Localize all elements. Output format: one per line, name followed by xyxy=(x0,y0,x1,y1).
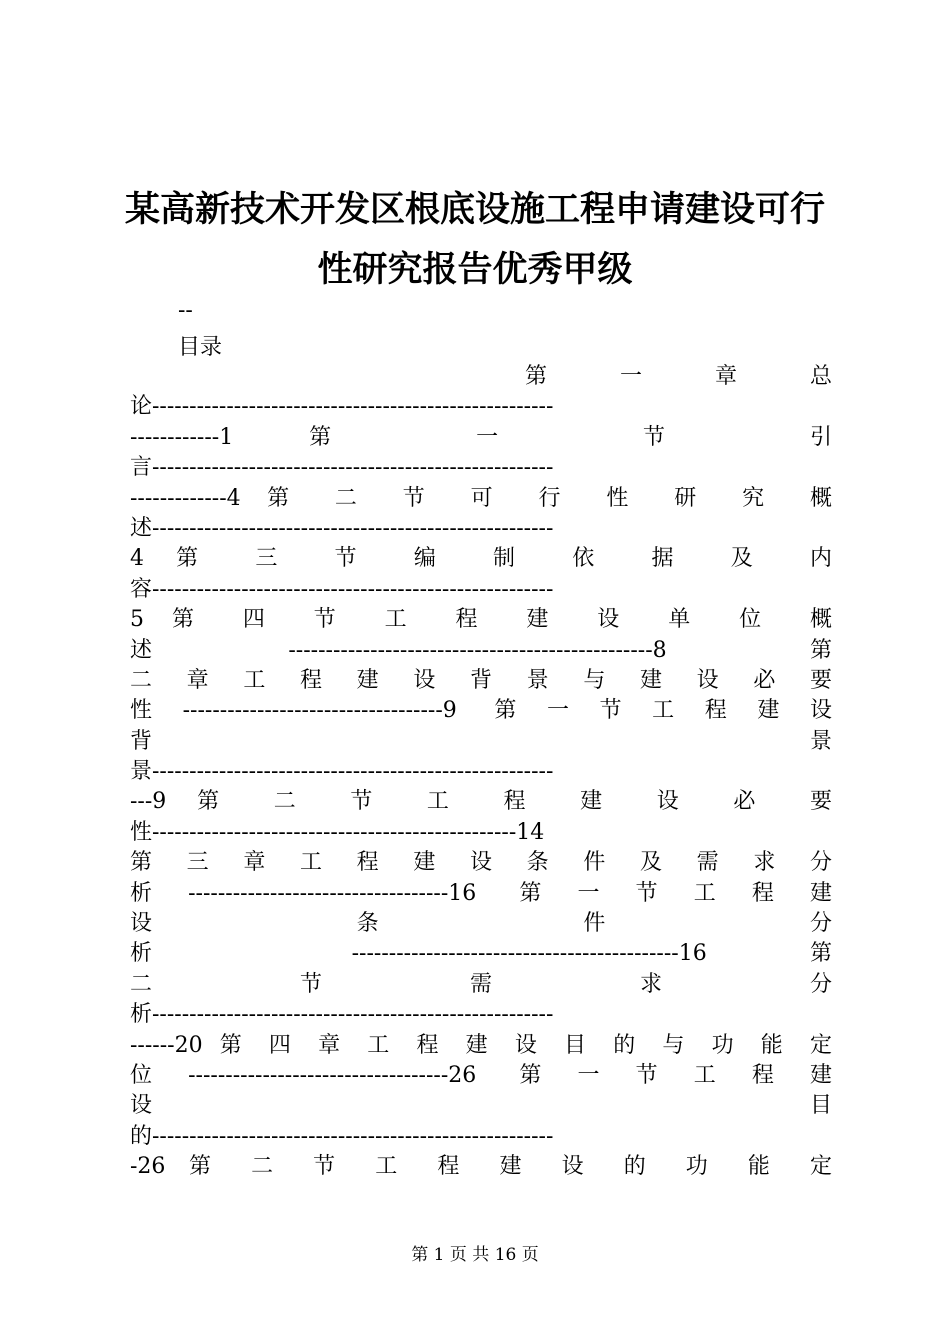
toc-line: ------20 第 四 章 工 程 建 设 目 的 与 功 能 定 xyxy=(130,1032,832,1058)
toc-line: 析------------------------------------------------------ xyxy=(130,1002,554,1028)
toc-line: 析-----------------------------------16 第一节工程建 xyxy=(130,880,832,906)
toc-line: 第 三 章 工 程 建 设 条 件 及 需 求 分 xyxy=(130,850,832,876)
toc-line: 述-------------------------------------------------8 第 xyxy=(130,637,832,663)
toc-line: 容------------------------------------------------------ xyxy=(130,576,554,602)
toc-line: 的------------------------------------------------------ xyxy=(130,1123,554,1149)
toc-line: 位-----------------------------------26 第一节工程建 xyxy=(130,1062,832,1088)
toc-heading: 目录 xyxy=(178,335,223,360)
page-footer: 第 1 页 共 16 页 xyxy=(411,1245,539,1265)
title-line-2: 性研究报告优秀甲级 xyxy=(317,249,633,290)
toc-line: 述------------------------------------------------------ xyxy=(130,515,554,541)
toc-line: 论------------------------------------------------------ xyxy=(130,394,554,420)
toc-line: 5 第 四 节 工 程 建 设 单 位 概 xyxy=(130,607,832,633)
toc-line: 第 一 章 总 xyxy=(525,364,832,389)
toc-line: 性-----------------------------------9 第一节工程建设 xyxy=(130,698,832,724)
toc-line: 二 节 需 求 分 xyxy=(130,971,832,997)
table-of-contents xyxy=(130,362,832,1183)
document-title xyxy=(0,180,950,300)
toc-line: 言------------------------------------------------------ xyxy=(130,455,554,481)
dash-mark: -- xyxy=(178,298,193,323)
toc-line: -26 第 二 节 工 程 建 设 的 功 能 定 xyxy=(130,1154,832,1180)
toc-line: -------------4 第 二 节 可 行 性 研 究 概 xyxy=(130,485,832,511)
toc-line: ---9 第 二 节 工 程 建 设 必 要 xyxy=(130,789,832,815)
toc-line: 背 景 xyxy=(130,728,832,754)
toc-line: 性-------------------------------------------------14 xyxy=(130,819,545,845)
toc-line: 4 第 三 节 编 制 依 据 及 内 xyxy=(130,546,832,572)
toc-line: 设 目 xyxy=(130,1093,832,1119)
toc-line: 景------------------------------------------------------ xyxy=(130,759,554,785)
toc-line: ------------1 第 一 节 引 xyxy=(130,424,832,450)
title-line-1: 某高新技术开发区根底设施工程申请建设可行 xyxy=(124,189,825,230)
toc-line: 二 章 工 程 建 设 背 景 与 建 设 必 要 xyxy=(130,667,832,693)
toc-line: 析 --------------------------------------------16 第 xyxy=(130,941,832,967)
toc-line: 设 条 件 分 xyxy=(130,911,832,937)
